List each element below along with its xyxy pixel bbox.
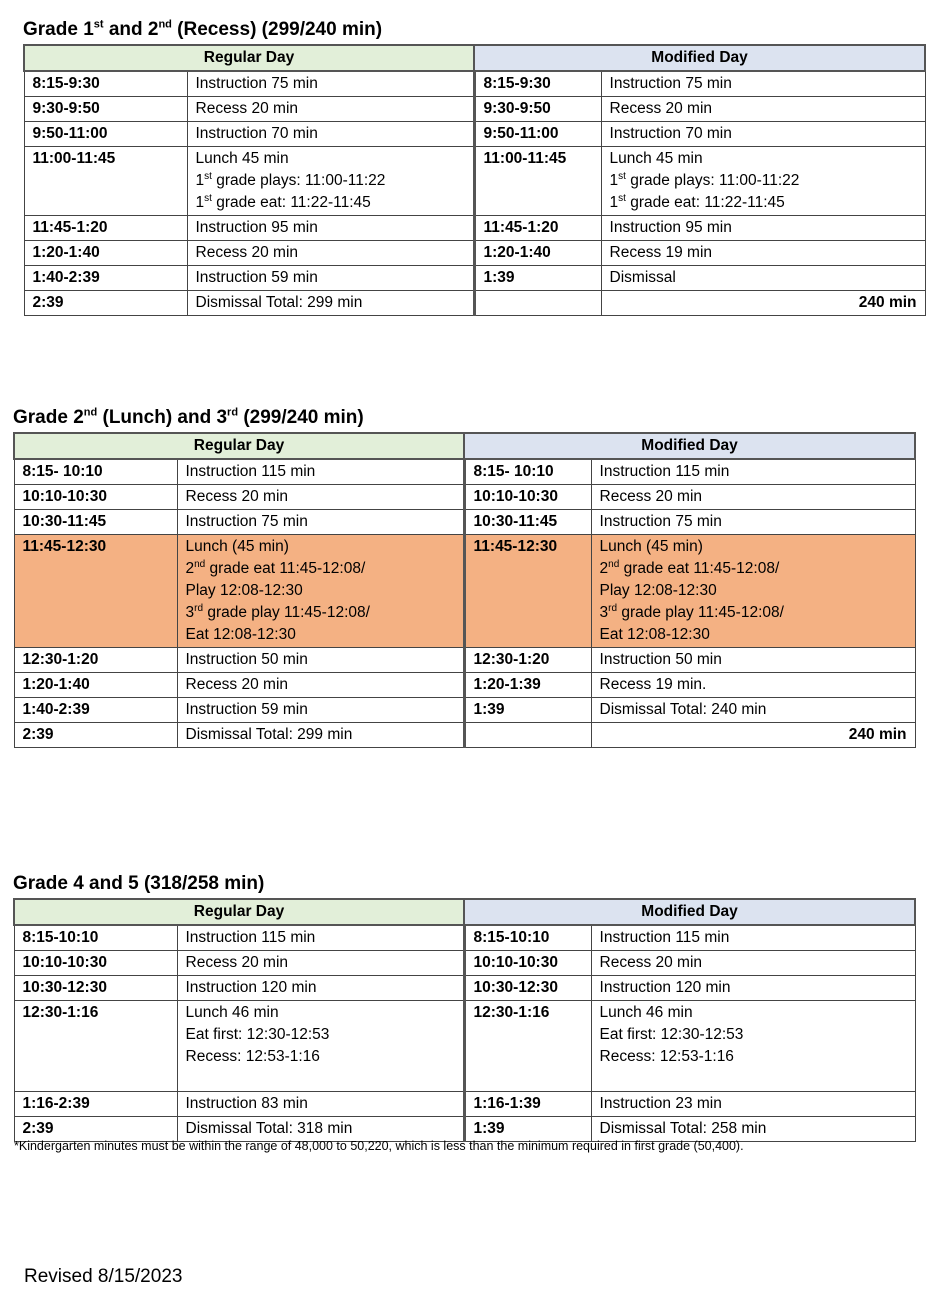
table-row xyxy=(14,976,915,1001)
table-row xyxy=(24,71,925,97)
activity-line: Instruction 83 min xyxy=(185,1095,308,1112)
regular-time-cell: 8:15- 10:10 xyxy=(14,459,177,485)
modified-time-cell: 1:20-1:40 xyxy=(474,241,601,266)
regular-activity-cell xyxy=(177,648,464,673)
modified-activity-cell xyxy=(591,510,915,535)
activity-line: Recess 19 min xyxy=(609,244,713,261)
modified-time-cell: 9:50-11:00 xyxy=(474,122,601,147)
regular-activity-cell xyxy=(177,1117,464,1142)
regular-time-cell: 11:00-11:45 xyxy=(24,147,187,216)
regular-time-cell: 12:30-1:16 xyxy=(14,1001,177,1092)
activity-line: Recess 19 min. xyxy=(599,676,707,693)
section-grade-4-5 xyxy=(13,872,916,1142)
modified-time-cell: 1:16-1:39 xyxy=(464,1092,591,1117)
modified-time-cell xyxy=(464,723,591,748)
table-row xyxy=(14,648,915,673)
modified-time-cell: 12:30-1:20 xyxy=(464,648,591,673)
regular-activity-cell xyxy=(187,147,474,216)
regular-time-cell: 10:30-12:30 xyxy=(14,976,177,1001)
activity-line: Lunch (45 min) xyxy=(599,538,703,555)
modified-time-cell: 10:10-10:30 xyxy=(464,485,591,510)
table-row xyxy=(14,723,915,748)
activity-line: Instruction 120 min xyxy=(185,979,317,996)
modified-time-cell: 8:15-10:10 xyxy=(464,925,591,951)
activity-line: Instruction 59 min xyxy=(195,269,318,286)
modified-activity-cell xyxy=(591,925,915,951)
activity-line: 1st grade plays: 11:00-11:22 xyxy=(195,170,386,189)
modified-day-header: Modified Day xyxy=(464,433,915,459)
modified-activity-cell xyxy=(591,698,915,723)
regular-activity-cell xyxy=(177,1092,464,1117)
modified-time-cell: 1:39 xyxy=(464,698,591,723)
modified-time-cell xyxy=(474,291,601,316)
activity-line: Instruction 115 min xyxy=(185,463,316,480)
table-row xyxy=(14,673,915,698)
modified-time-cell: 11:45-12:30 xyxy=(464,535,591,648)
regular-activity-cell xyxy=(187,266,474,291)
activity-line: Instruction 70 min xyxy=(609,125,732,142)
regular-activity-cell xyxy=(187,71,474,97)
revised-date: Revised 8/15/2023 xyxy=(24,1266,183,1287)
modified-time-cell: 11:00-11:45 xyxy=(474,147,601,216)
activity-line: Instruction 115 min xyxy=(185,929,316,946)
regular-day-header: Regular Day xyxy=(14,433,464,459)
activity-line: Recess 20 min xyxy=(185,954,289,971)
activity-line: Lunch 46 min xyxy=(599,1004,693,1021)
modified-time-cell: 12:30-1:16 xyxy=(464,1001,591,1092)
activity-line: Instruction 59 min xyxy=(185,701,308,718)
schedule-table xyxy=(13,432,916,748)
regular-time-cell: 1:20-1:40 xyxy=(14,673,177,698)
activity-line: Recess 20 min xyxy=(195,100,299,117)
activity-line: Eat first: 12:30-12:53 xyxy=(599,1026,744,1043)
activity-line: Instruction 70 min xyxy=(195,125,318,142)
modified-activity-cell xyxy=(591,1117,915,1142)
activity-line: Dismissal Total: 299 min xyxy=(185,726,353,743)
table-row xyxy=(24,97,925,122)
regular-activity-cell xyxy=(187,97,474,122)
table-row xyxy=(24,291,925,316)
modified-activity-cell xyxy=(591,951,915,976)
activity-line: Instruction 120 min xyxy=(599,979,731,996)
modified-activity-cell xyxy=(591,1092,915,1117)
modified-time-cell: 8:15- 10:10 xyxy=(464,459,591,485)
modified-activity-cell xyxy=(591,648,915,673)
activity-line: Recess 20 min xyxy=(185,676,289,693)
schedule-table xyxy=(23,44,926,316)
regular-time-cell: 11:45-1:20 xyxy=(24,216,187,241)
modified-activity-cell xyxy=(601,241,925,266)
table-row xyxy=(24,266,925,291)
section-grade-2-3 xyxy=(13,406,916,748)
activity-line: 2nd grade eat 11:45-12:08/ xyxy=(185,558,366,577)
modified-day-header: Modified Day xyxy=(464,899,915,925)
activity-line: Instruction 115 min xyxy=(599,463,730,480)
regular-activity-cell xyxy=(187,291,474,316)
regular-time-cell: 2:39 xyxy=(24,291,187,316)
activity-line: Eat first: 12:30-12:53 xyxy=(185,1026,330,1043)
regular-activity-cell xyxy=(177,673,464,698)
activity-line: Instruction 23 min xyxy=(599,1095,722,1112)
regular-time-cell: 10:30-11:45 xyxy=(14,510,177,535)
activity-line: Recess 20 min xyxy=(609,100,713,117)
regular-time-cell: 10:10-10:30 xyxy=(14,485,177,510)
regular-activity-cell xyxy=(177,976,464,1001)
modified-activity-cell xyxy=(601,216,925,241)
regular-activity-cell xyxy=(187,122,474,147)
regular-activity-cell xyxy=(177,485,464,510)
regular-activity-cell xyxy=(177,698,464,723)
activity-line: 3rd grade play 11:45-12:08/ xyxy=(599,602,784,621)
modified-activity-cell xyxy=(601,122,925,147)
activity-line: Lunch (45 min) xyxy=(185,538,289,555)
regular-time-cell: 2:39 xyxy=(14,1117,177,1142)
activity-line: Instruction 75 min xyxy=(609,75,732,92)
activity-line: Instruction 50 min xyxy=(599,651,722,668)
regular-time-cell: 8:15-9:30 xyxy=(24,71,187,97)
activity-line: Dismissal Total: 318 min xyxy=(185,1120,353,1137)
schedule-table xyxy=(13,898,916,1142)
footnote: *Kindergarten minutes must be within the range of 48,000 to 50,220, which is less than the minimum required in first grade (50,400). xyxy=(14,1139,744,1153)
section-title: Grade 1st and 2nd (Recess) (299/240 min) xyxy=(23,18,383,40)
table-row xyxy=(14,535,915,648)
regular-activity-cell xyxy=(177,925,464,951)
modified-activity-cell xyxy=(591,673,915,698)
table-row xyxy=(14,951,915,976)
activity-line: Eat 12:08-12:30 xyxy=(185,626,296,643)
activity-line: Eat 12:08-12:30 xyxy=(599,626,710,643)
modified-activity-cell xyxy=(591,485,915,510)
table-row xyxy=(24,122,925,147)
activity-line: Dismissal Total: 240 min xyxy=(599,701,767,718)
activity-line: Dismissal Total: 258 min xyxy=(599,1120,767,1137)
activity-line: 3rd grade play 11:45-12:08/ xyxy=(185,602,370,621)
table-row xyxy=(24,241,925,266)
modified-time-cell: 1:39 xyxy=(474,266,601,291)
modified-activity-cell xyxy=(601,147,925,216)
activity-line: Recess: 12:53-1:16 xyxy=(599,1048,734,1065)
section-title: Grade 4 and 5 (318/258 min) xyxy=(13,873,265,894)
activity-line: Instruction 95 min xyxy=(195,219,318,236)
modified-activity-cell xyxy=(591,976,915,1001)
activity-line: Recess 20 min xyxy=(599,488,703,505)
table-row xyxy=(14,925,915,951)
activity-line: Play 12:08-12:30 xyxy=(599,582,717,599)
modified-activity-cell xyxy=(591,535,915,648)
activity-line: Instruction 75 min xyxy=(185,513,308,530)
modified-time-cell: 10:30-11:45 xyxy=(464,510,591,535)
table-row xyxy=(14,485,915,510)
regular-time-cell: 1:16-2:39 xyxy=(14,1092,177,1117)
activity-line: Instruction 115 min xyxy=(599,929,730,946)
activity-line: 1st grade plays: 11:00-11:22 xyxy=(609,170,800,189)
modified-activity-cell xyxy=(601,266,925,291)
regular-time-cell: 1:40-2:39 xyxy=(14,698,177,723)
regular-time-cell: 9:30-9:50 xyxy=(24,97,187,122)
modified-activity-cell xyxy=(591,1001,915,1092)
activity-line: Dismissal xyxy=(609,269,676,286)
modified-activity-cell: 240 min xyxy=(601,291,925,316)
regular-time-cell: 1:20-1:40 xyxy=(24,241,187,266)
activity-line: Play 12:08-12:30 xyxy=(185,582,303,599)
regular-time-cell: 12:30-1:20 xyxy=(14,648,177,673)
modified-activity-cell xyxy=(591,459,915,485)
activity-line: Instruction 50 min xyxy=(185,651,308,668)
regular-time-cell: 1:40-2:39 xyxy=(24,266,187,291)
modified-time-cell: 11:45-1:20 xyxy=(474,216,601,241)
regular-day-header: Regular Day xyxy=(14,899,464,925)
modified-time-cell: 1:20-1:39 xyxy=(464,673,591,698)
activity-line: Recess 20 min xyxy=(195,244,299,261)
activity-line: Lunch 45 min xyxy=(609,150,703,167)
regular-time-cell: 10:10-10:30 xyxy=(14,951,177,976)
regular-activity-cell xyxy=(177,951,464,976)
regular-time-cell: 11:45-12:30 xyxy=(14,535,177,648)
regular-activity-cell xyxy=(187,216,474,241)
activity-line: 1st grade eat: 11:22-11:45 xyxy=(609,192,785,211)
section-title: Grade 2nd (Lunch) and 3rd (299/240 min) xyxy=(13,406,364,428)
regular-activity-cell xyxy=(177,510,464,535)
regular-activity-cell xyxy=(177,1001,464,1092)
table-row xyxy=(14,1117,915,1142)
activity-line: 1st grade eat: 11:22-11:45 xyxy=(195,192,371,211)
activity-line: 2nd grade eat 11:45-12:08/ xyxy=(599,558,780,577)
modified-activity-cell: 240 min xyxy=(591,723,915,748)
regular-time-cell: 8:15-10:10 xyxy=(14,925,177,951)
regular-activity-cell xyxy=(177,723,464,748)
activity-line: Dismissal Total: 299 min xyxy=(195,294,363,311)
table-row xyxy=(14,698,915,723)
regular-activity-cell xyxy=(187,241,474,266)
modified-activity-cell xyxy=(601,71,925,97)
modified-time-cell: 10:10-10:30 xyxy=(464,951,591,976)
modified-time-cell: 9:30-9:50 xyxy=(474,97,601,122)
activity-line: Lunch 45 min xyxy=(195,150,289,167)
table-row xyxy=(24,147,925,216)
table-row xyxy=(14,510,915,535)
modified-activity-cell xyxy=(601,97,925,122)
modified-time-cell: 8:15-9:30 xyxy=(474,71,601,97)
modified-time-cell: 10:30-12:30 xyxy=(464,976,591,1001)
table-row xyxy=(14,1092,915,1117)
regular-activity-cell xyxy=(177,535,464,648)
regular-day-header: Regular Day xyxy=(24,45,474,71)
table-row xyxy=(24,216,925,241)
regular-time-cell: 2:39 xyxy=(14,723,177,748)
activity-line: Lunch 46 min xyxy=(185,1004,279,1021)
activity-line: Recess: 12:53-1:16 xyxy=(185,1048,320,1065)
activity-line: Instruction 75 min xyxy=(599,513,722,530)
activity-line: Recess 20 min xyxy=(599,954,703,971)
activity-line: Recess 20 min xyxy=(185,488,289,505)
table-row xyxy=(14,1001,915,1092)
modified-day-header: Modified Day xyxy=(474,45,925,71)
table-row xyxy=(14,459,915,485)
regular-activity-cell xyxy=(177,459,464,485)
section-grade-1-2 xyxy=(23,18,926,316)
regular-time-cell: 9:50-11:00 xyxy=(24,122,187,147)
modified-time-cell: 1:39 xyxy=(464,1117,591,1142)
activity-line: Instruction 75 min xyxy=(195,75,318,92)
activity-line: Instruction 95 min xyxy=(609,219,732,236)
